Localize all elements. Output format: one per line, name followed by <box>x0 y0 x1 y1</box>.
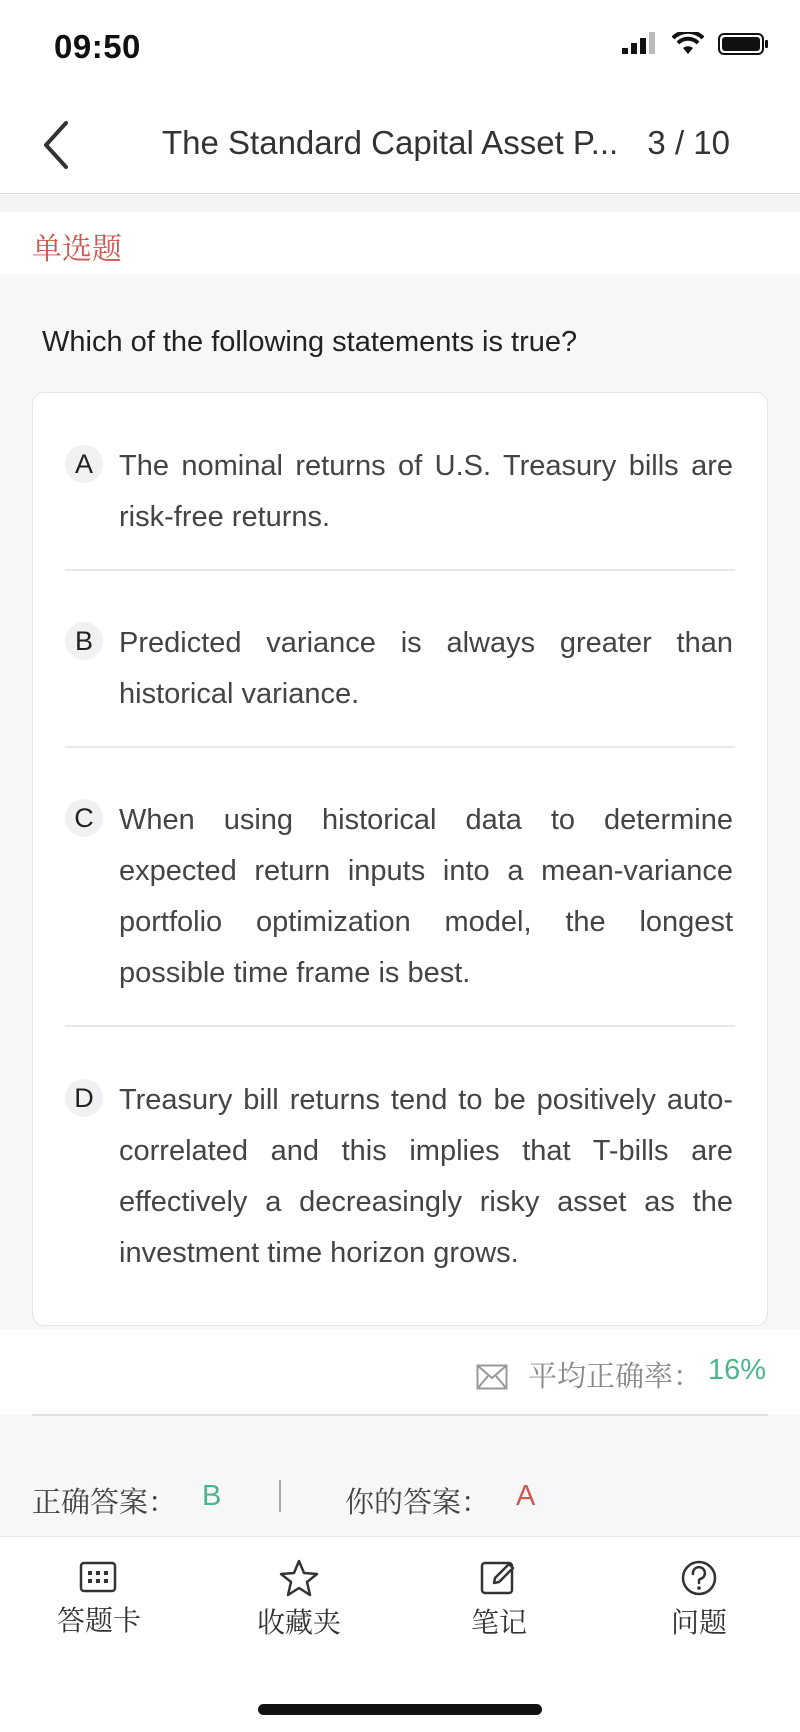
status-icons <box>622 32 770 56</box>
accuracy-value: 16% <box>708 1354 767 1386</box>
tab-favorites[interactable] <box>239 1559 359 1659</box>
accuracy-label: 平均正确率： <box>528 1359 703 1393</box>
question-stem: Which of the following statements is true? <box>42 326 578 358</box>
tab-label: 笔记 <box>470 1606 527 1639</box>
option-text: When using historical data to determine expected return inputs into a mean-variance portfolio optimization model, the longest possible time frame is best. <box>119 804 733 989</box>
status-bar <box>0 0 800 96</box>
your-answer-value: A <box>516 1480 536 1512</box>
nav-bar <box>0 96 800 194</box>
options-card <box>32 392 768 1326</box>
accuracy-row <box>0 1330 800 1414</box>
answer-row <box>0 1414 800 1536</box>
answer-separator <box>279 1480 281 1512</box>
question-icon <box>679 1559 719 1597</box>
option-letter: C <box>65 799 103 837</box>
tab-label: 问题 <box>670 1606 727 1639</box>
option-divider <box>65 1025 735 1027</box>
option-text: The nominal returns of U.S. Treasury bills are risk-free returns. <box>119 450 733 533</box>
tab-label: 答题卡 <box>56 1604 141 1637</box>
question-type-label: 单选题 <box>32 232 122 267</box>
question-type-bar <box>0 212 800 274</box>
question-area <box>0 274 800 1330</box>
question-progress: 3 / 10 <box>647 124 730 161</box>
section-gap <box>0 195 800 212</box>
battery-icon <box>718 32 770 56</box>
option-letter: B <box>65 622 103 660</box>
option-letter: D <box>65 1079 103 1117</box>
edit-note-icon <box>479 1559 519 1597</box>
option-divider <box>65 569 735 571</box>
status-time: 09:50 <box>54 28 141 65</box>
bottom-tab-bar <box>0 1536 800 1732</box>
answer-card-icon <box>79 1559 119 1595</box>
page-title: The Standard Capital Asset P... <box>162 124 619 161</box>
wifi-icon <box>672 32 704 56</box>
correct-answer-label: 正确答案： <box>32 1485 178 1519</box>
option-letter: A <box>65 445 103 483</box>
star-icon <box>279 1559 319 1597</box>
chevron-left-icon <box>41 120 71 170</box>
back-button[interactable] <box>26 110 86 180</box>
answer-divider <box>32 1414 768 1416</box>
signal-icon <box>622 32 658 56</box>
tab-notes[interactable] <box>439 1559 559 1659</box>
option-text: Predicted variance is always greater than historical variance. <box>119 627 733 710</box>
tab-answer-card[interactable] <box>39 1559 159 1659</box>
correct-answer-value: B <box>202 1480 222 1512</box>
envelope-icon <box>476 1364 508 1390</box>
home-indicator <box>258 1704 542 1715</box>
your-answer-label: 你的答案： <box>345 1485 491 1519</box>
option-divider <box>65 746 735 748</box>
tab-questions[interactable] <box>639 1559 759 1659</box>
option-text: Treasury bill returns tend to be positively auto-correlated and this implies that T-bills are effectively a decreasingly risky asset as the investment time horizon grows. <box>119 1084 733 1269</box>
tab-label: 收藏夹 <box>256 1606 341 1639</box>
